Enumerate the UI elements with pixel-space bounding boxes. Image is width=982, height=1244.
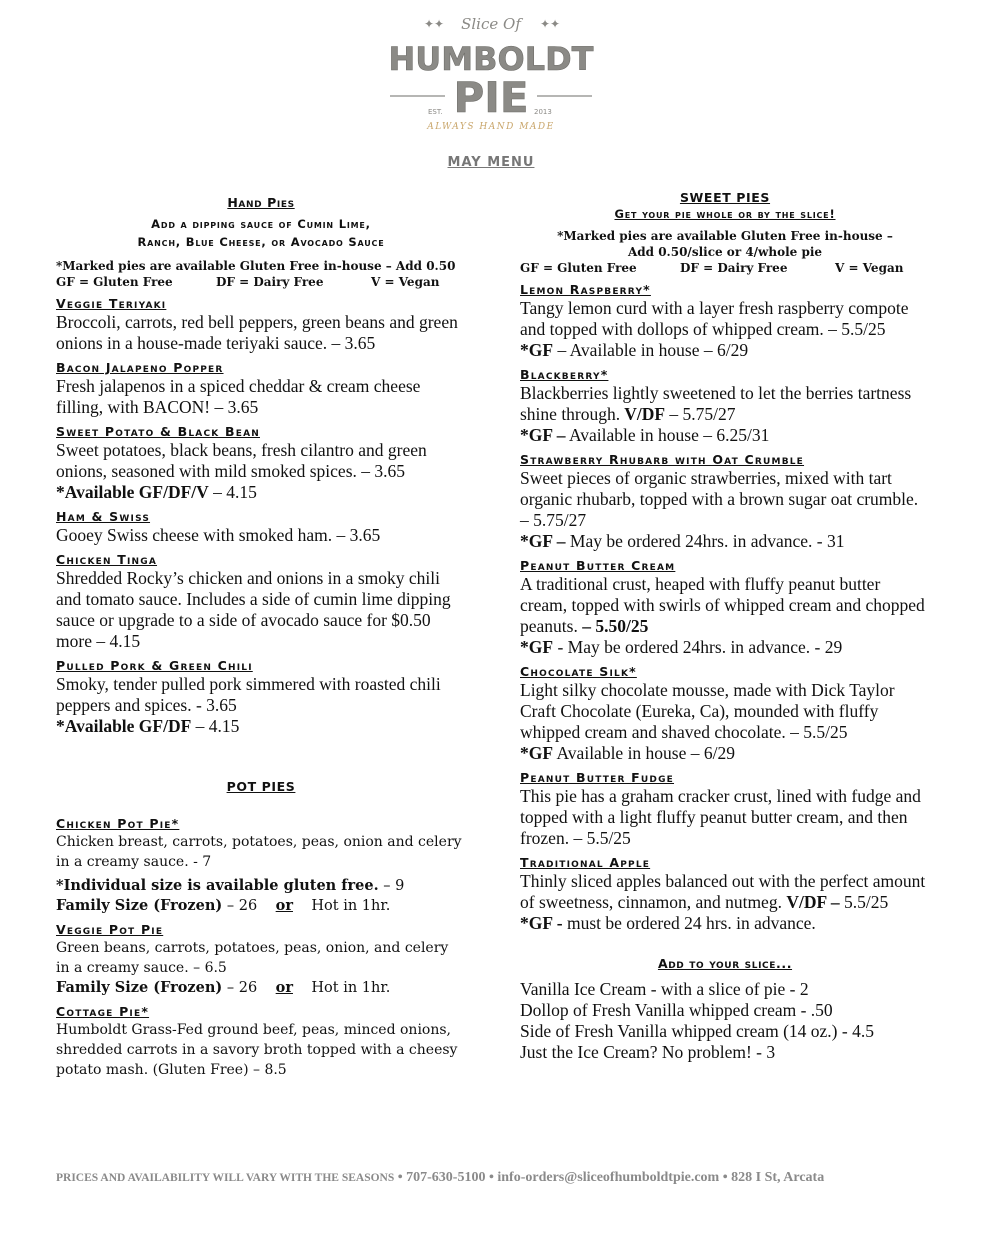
menu-item xyxy=(520,664,930,764)
menu-item xyxy=(56,816,466,916)
item-gf-option: *Available GF/DF/V – 4.15 xyxy=(56,482,257,502)
menu-item xyxy=(520,855,930,934)
item-gf-option: *Available GF/DF – 4.15 xyxy=(56,716,240,736)
item-desc: Gooey Swiss cheese with smoked ham. – 3.65 xyxy=(56,525,381,545)
separator-dot: • xyxy=(397,1170,407,1185)
footer-address: 828 I St, Arcata xyxy=(731,1170,825,1185)
item-gf-option: *GF – May be ordered 24hrs. in advance. - 31 xyxy=(520,531,845,551)
item-gf-option: *GF Available in house – 6/29 xyxy=(520,743,736,763)
item-name: Strawberry Rhubarb with Oat Crumble xyxy=(520,452,805,467)
add-on-item: Vanilla Ice Cream - with a slice of pie - 2 xyxy=(520,979,809,999)
separator-dot: • xyxy=(722,1170,732,1185)
item-family-size: Family Size (Frozen) – 26 or Hot in 1hr. xyxy=(56,979,391,996)
menu-item xyxy=(520,558,930,658)
add-on-item: Dollop of Fresh Vanilla whipped cream - .50 xyxy=(520,1000,833,1020)
menu-item xyxy=(520,452,930,552)
item-desc: Light silky chocolate mousse, made with Dick Taylor Craft Chocolate (Eureka, Ca), mounded with fluffy whipped cream and shaved chocolate. – 5.5/25 xyxy=(520,680,895,742)
hand-pies-legend xyxy=(56,274,466,290)
footer-notice: PRICES AND AVAILABILITY WILL VARY WITH THE SEASONS xyxy=(56,1172,395,1184)
legend-df: DF = Dairy Free xyxy=(680,261,788,275)
item-gf-option: *GF - May be ordered 24hrs. in advance. - 29 xyxy=(520,637,843,657)
sweet-pies-heading: SWEET PIES xyxy=(679,190,771,205)
item-name: Chicken Tinga xyxy=(56,552,158,567)
add-on-item: Side of Fresh Vanilla whipped cream (14 oz.) - 4.5 xyxy=(520,1021,874,1041)
star-icon: ✦✦ xyxy=(424,17,445,31)
left-column xyxy=(56,190,466,1080)
item-gf-option: *GF - must be ordered 24 hrs. in advance. xyxy=(520,913,816,933)
item-name: Peanut Butter Fudge xyxy=(520,770,675,785)
menu-item xyxy=(56,1004,466,1080)
legend-df: DF = Dairy Free xyxy=(216,275,324,289)
star-icon: ✦✦ xyxy=(540,17,561,31)
item-desc: Fresh jalapenos in a spiced cheddar & cream cheese filling, with BACON! – 3.65 xyxy=(56,376,421,417)
item-name: Bacon Jalapeno Popper xyxy=(56,360,224,375)
sweet-pies-legend xyxy=(520,260,930,276)
logo-est: EST. xyxy=(428,108,443,116)
item-desc: Smoky, tender pulled pork simmered with roasted chili peppers and spices. - 3.65 xyxy=(56,674,441,715)
item-desc: Blackberries lightly sweetened to let the berries tartness shine through. V/DF – 5.75/27 xyxy=(520,383,912,424)
legend-gf: GF = Gluten Free xyxy=(520,261,637,275)
item-name: Veggie Teriyaki xyxy=(56,296,167,311)
sweet-pies-note-1: *Marked pies are available Gluten Free in-house – xyxy=(557,229,893,243)
menu-item xyxy=(56,424,466,503)
footer-email[interactable]: info-orders@sliceofhumboldtpie.com xyxy=(497,1170,720,1185)
sweet-pies-sub: Get your pie whole or by the slice! xyxy=(614,207,836,221)
item-name: Veggie Pot Pie xyxy=(56,922,164,937)
hand-pies-sub-2: Ranch, Blue Cheese, or Avocado Sauce xyxy=(137,235,385,249)
item-name: Blackberry* xyxy=(520,367,609,382)
add-ons-heading: Add to your slice... xyxy=(657,956,793,971)
item-desc: Chicken breast, carrots, potatoes, peas, onion and celery in a creamy sauce. - 7 xyxy=(56,834,462,870)
pot-pies-heading: POT PIES xyxy=(226,779,296,794)
hand-pies-note: *Marked pies are available Gluten Free in-house – Add 0.50 xyxy=(56,259,456,273)
item-gf-option: *GF – Available in house – 6/29 xyxy=(520,340,749,360)
menu-item xyxy=(56,658,466,737)
item-name: Ham & Swiss xyxy=(56,509,151,524)
legend-v: V = Vegan xyxy=(835,261,904,275)
logo-graphic xyxy=(380,8,602,136)
item-gf-option: *GF – Available in house – 6.25/31 xyxy=(520,425,770,445)
item-name: Traditional Apple xyxy=(520,855,651,870)
sweet-pies-note-2: Add 0.50/slice or 4/whole pie xyxy=(627,245,823,259)
item-desc: Tangy lemon curd with a layer fresh raspberry compote and topped with dollops of whipped cream. – 5.5/25 xyxy=(520,298,909,339)
item-family-size: Family Size (Frozen) – 26 or Hot in 1hr. xyxy=(56,897,391,914)
menu-item xyxy=(56,552,466,652)
menu-item xyxy=(520,282,930,361)
item-desc: Shredded Rocky’s chicken and onions in a smoky chili and tomato sauce. Includes a side of cumin lime dipping sauce or upgrade to a side of avocado sauce for $0.50 more – 4.15 xyxy=(56,568,451,651)
item-name: Cottage Pie* xyxy=(56,1004,150,1019)
item-desc: This pie has a graham cracker crust, lined with fudge and topped with a light fluffy peanut butter cream, and then frozen. – 5.5/25 xyxy=(520,786,921,848)
menu-item xyxy=(56,360,466,418)
logo-top-text: Slice Of xyxy=(461,15,521,33)
menu-item xyxy=(56,509,466,546)
item-gf-option: *Individual size is available gluten free. – 9 xyxy=(56,877,405,894)
item-name: Chocolate Silk* xyxy=(520,664,637,679)
logo-year: 2013 xyxy=(534,108,552,116)
item-name: Pulled Pork & Green Chili xyxy=(56,658,253,673)
item-name: Chicken Pot Pie* xyxy=(56,816,180,831)
hand-pies-sub-1: Add a dipping sauce of Cumin Lime, xyxy=(151,217,371,231)
item-desc: A traditional crust, heaped with fluffy peanut butter cream, topped with swirls of whipped cream and chopped peanuts. – 5.50/25 xyxy=(520,574,925,636)
logo-main-text-2: PIE xyxy=(453,73,529,122)
menu-item xyxy=(520,770,930,849)
hand-pies-heading: Hand Pies xyxy=(227,195,295,210)
item-desc: Broccoli, carrots, red bell peppers, green beans and green onions in a house-made teriyaki sauce. – 3.65 xyxy=(56,312,458,353)
menu-item xyxy=(56,922,466,998)
footer xyxy=(56,1170,824,1186)
item-desc: Humboldt Grass-Fed ground beef, peas, minced onions, shredded carrots in a savory broth topped with a cheesy potato mash. (Gluten Free) – 8.5 xyxy=(56,1022,458,1078)
separator-dot: • xyxy=(488,1170,498,1185)
legend-gf: GF = Gluten Free xyxy=(56,275,173,289)
menu-item xyxy=(56,296,466,354)
logo xyxy=(380,8,602,136)
item-desc: Sweet pieces of organic strawberries, mixed with tart organic rhubarb, topped with a brown sugar oat crumble. – 5.75/27 xyxy=(520,468,919,530)
right-column xyxy=(520,190,930,1063)
menu-item xyxy=(520,367,930,446)
item-name: Sweet Potato & Black Bean xyxy=(56,424,260,439)
item-desc: Sweet potatoes, black beans, fresh cilantro and green onions, seasoned with mild smoked spices. – 3.65 xyxy=(56,440,427,481)
add-on-item: Just the Ice Cream? No problem! - 3 xyxy=(520,1042,776,1062)
item-desc: Green beans, carrots, potatoes, peas, onion, and celery in a creamy sauce. – 6.5 xyxy=(56,940,449,976)
footer-phone[interactable]: 707-630-5100 xyxy=(406,1170,486,1185)
legend-v: V = Vegan xyxy=(371,275,440,289)
add-ons-list xyxy=(520,979,930,1063)
menu-title: MAY MENU xyxy=(447,155,535,170)
item-name: Peanut Butter Cream xyxy=(520,558,676,573)
logo-tagline: ALWAYS HAND MADE xyxy=(427,122,555,132)
logo-main-text-1: HUMBOLDT xyxy=(388,40,594,78)
item-name: Lemon Raspberry* xyxy=(520,282,651,297)
item-desc: Thinly sliced apples balanced out with the perfect amount of sweetness, cinnamon, and nutmeg. V/DF – 5.5/25 xyxy=(520,871,926,912)
